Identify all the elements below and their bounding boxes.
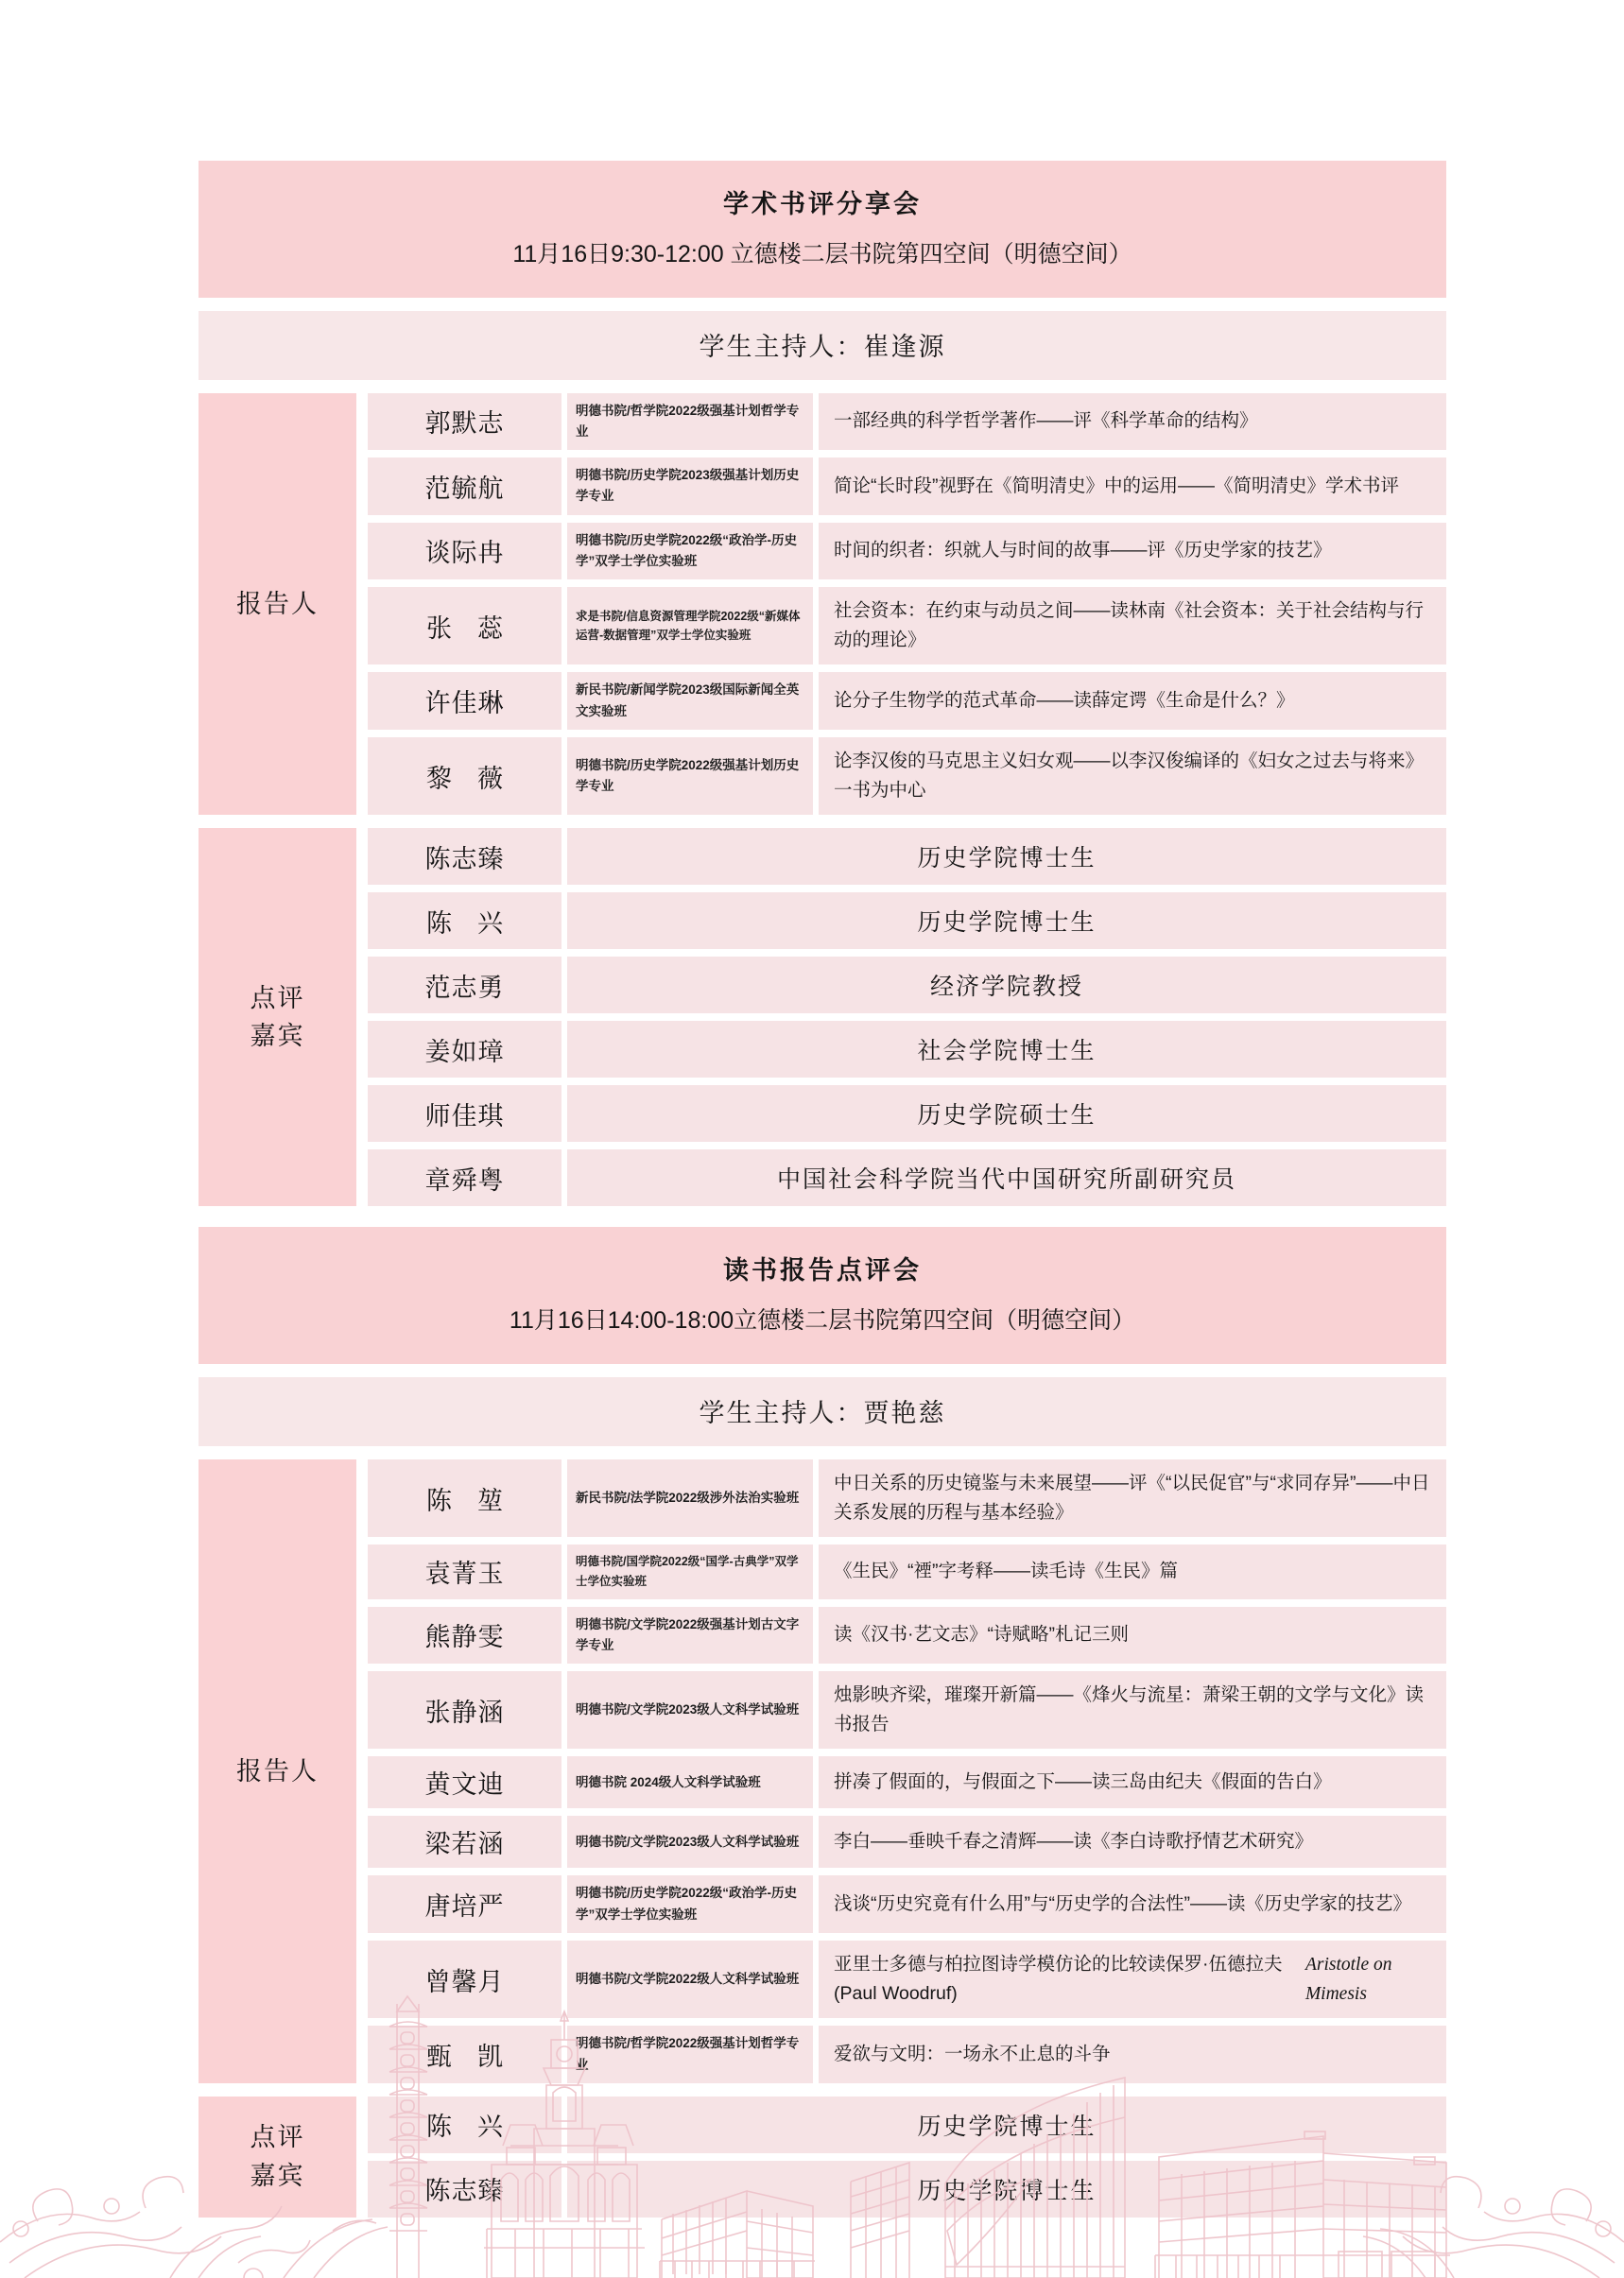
- presenter-name: 张静涵: [368, 1671, 561, 1749]
- presenter-topic-italic: Aristotle on Mimesis: [1304, 1954, 1392, 2005]
- presenter-topic: 《生民》“禋”字考释——读毛诗《生民》篇: [819, 1545, 1446, 1598]
- presenter-topic: 简论“长时段”视野在《简明清史》中的运用——《简明清史》学术书评: [819, 457, 1446, 515]
- session-2-banner: [199, 1227, 1446, 1364]
- session-2-commentator-label: [199, 2097, 356, 2218]
- commentator-role: 历史学院博士生: [567, 828, 1446, 885]
- presenter-topic: 拼凑了假面的，与假面之下——读三岛由纪夫《假面的告白》: [819, 1756, 1446, 1808]
- presenter-affiliation: 明德书院/文学院2022级人文科学试验班: [567, 1941, 813, 2018]
- table-row: [356, 1875, 1446, 1933]
- table-row: [356, 1085, 1446, 1142]
- session-1-presenter-label: 报告人: [199, 393, 356, 816]
- presenter-name: 陈 堃: [368, 1459, 561, 1537]
- schedule-page: [199, 161, 1446, 2218]
- presenter-name: 唐培严: [368, 1875, 561, 1933]
- presenter-topic: 一部经典的科学哲学著作——评《科学革命的结构》: [819, 393, 1446, 451]
- presenter-affiliation: 明德书院/哲学院2022级强基计划哲学专业: [567, 2026, 813, 2083]
- table-row: [356, 1816, 1446, 1868]
- commentator-name: 姜如璋: [368, 1021, 561, 1078]
- session-2-title: 读书报告点评会: [723, 1256, 922, 1286]
- presenter-name: 许佳琳: [368, 672, 561, 730]
- commentator-label-line2: 嘉宾: [250, 1022, 305, 1051]
- session-2-subtitle: 11月16日14:00-18:00立德楼二层书院第四空间（明德空间）: [509, 1306, 1136, 1334]
- presenter-name: 曾馨月: [368, 1941, 561, 2018]
- presenter-topic: 李白——垂映千春之清辉——读《李白诗歌抒情艺术研究》: [819, 1816, 1446, 1868]
- commentator-name: 章舜粤: [368, 1149, 561, 1206]
- commentator-name: 师佳琪: [368, 1085, 561, 1142]
- table-row: [356, 1545, 1446, 1598]
- presenter-name: 谈际冉: [368, 523, 561, 580]
- presenter-affiliation: 明德书院/历史学院2023级强基计划历史学专业: [567, 457, 813, 515]
- presenter-affiliation: 明德书院/文学院2022级强基计划古文字学专业: [567, 1607, 813, 1665]
- table-row: [356, 737, 1446, 815]
- table-row: [356, 523, 1446, 580]
- presenter-affiliation: 明德书院 2024级人文科学试验班: [567, 1756, 813, 1808]
- table-row: [356, 892, 1446, 949]
- section-gap: [199, 1206, 1446, 1227]
- session-2-presenter-label: 报告人: [199, 1459, 356, 2083]
- commentator-label-line1: 点评: [250, 983, 305, 1012]
- table-row: [356, 1756, 1446, 1808]
- commentator-label-line2: 嘉宾: [250, 2161, 305, 2190]
- commentator-name: 陈 兴: [368, 2097, 561, 2153]
- presenter-topic: 论李汉俊的马克思主义妇女观——以李汉俊编译的《妇女之过去与将来》一书为中心: [819, 737, 1446, 815]
- session-1-commentators-block: [199, 828, 1446, 1206]
- commentator-name: 陈志臻: [368, 2161, 561, 2218]
- session-2-commentators-block: [199, 2097, 1446, 2218]
- presenter-affiliation: 明德书院/历史学院2022级“政治学-历史学”双学士学位实验班: [567, 1875, 813, 1933]
- table-row: [356, 2097, 1446, 2153]
- commentator-role: 历史学院博士生: [567, 2161, 1446, 2218]
- session-1-presenters-block: [199, 393, 1446, 816]
- presenter-topic: 烛影映齐梁，璀璨开新篇——《烽火与流星：萧梁王朝的文学与文化》读书报告: [819, 1671, 1446, 1749]
- presenter-name: 张 蕊: [368, 587, 561, 664]
- table-row: [356, 457, 1446, 515]
- presenter-name: 甄 凯: [368, 2026, 561, 2083]
- presenter-topic: 爱欲与文明：一场永不止息的斗争: [819, 2026, 1446, 2083]
- presenter-topic: 社会资本：在约束与动员之间——读林南《社会资本：关于社会结构与行动的理论》: [819, 587, 1446, 664]
- session-1-host: 学生主持人：崔逢源: [199, 311, 1446, 380]
- table-row: [356, 672, 1446, 730]
- presenter-affiliation: 新民书院/新闻学院2023级国际新闻全英文实验班: [567, 672, 813, 730]
- table-row: [356, 957, 1446, 1013]
- presenter-name: 郭默志: [368, 393, 561, 451]
- session-2-host: 学生主持人：贾艳慈: [199, 1377, 1446, 1446]
- table-row: [356, 1149, 1446, 1206]
- presenter-topic: 中日关系的历史镜鉴与未来展望——评《“以民促官”与“求同存异”——中日关系发展的历程与基本经验》: [819, 1459, 1446, 1537]
- commentator-role: 历史学院博士生: [567, 892, 1446, 949]
- presenter-name: 黄文迪: [368, 1756, 561, 1808]
- presenter-topic: 浅谈“历史究竟有什么用”与“历史学的合法性”——读《历史学家的技艺》: [819, 1875, 1446, 1933]
- commentator-name: 范志勇: [368, 957, 561, 1013]
- table-row: [356, 1671, 1446, 1749]
- commentator-role: 中国社会科学院当代中国研究所副研究员: [567, 1149, 1446, 1206]
- table-row: [356, 393, 1446, 451]
- table-row: [356, 1941, 1446, 2018]
- session-1-commentator-label: [199, 828, 356, 1206]
- presenter-topic: 时间的织者：织就人与时间的故事——评《历史学家的技艺》: [819, 523, 1446, 580]
- presenter-name: 黎 薇: [368, 737, 561, 815]
- presenter-name: 袁菁玉: [368, 1545, 561, 1598]
- presenter-affiliation: 求是书院/信息资源管理学院2022级“新媒体运营-数据管理”双学士学位实验班: [567, 587, 813, 664]
- presenter-affiliation: 明德书院/文学院2023级人文科学试验班: [567, 1816, 813, 1868]
- presenter-affiliation: 明德书院/历史学院2022级强基计划历史学专业: [567, 737, 813, 815]
- commentator-role: 经济学院教授: [567, 957, 1446, 1013]
- commentator-role: 历史学院硕士生: [567, 1085, 1446, 1142]
- presenter-topic: 论分子生物学的范式革命——读薛定谔《生命是什么？》: [819, 672, 1446, 730]
- presenter-affiliation: 明德书院/历史学院2022级“政治学-历史学”双学士学位实验班: [567, 523, 813, 580]
- table-row: [356, 2161, 1446, 2218]
- table-row: [356, 2026, 1446, 2083]
- session-1-banner: [199, 161, 1446, 298]
- presenter-affiliation: 明德书院/国学院2022级“国学-古典学”双学士学位实验班: [567, 1545, 813, 1598]
- table-row: [356, 1607, 1446, 1665]
- presenter-affiliation: 新民书院/法学院2022级涉外法治实验班: [567, 1459, 813, 1537]
- session-1-subtitle: 11月16日9:30-12:00 立德楼二层书院第四空间（明德空间）: [512, 240, 1132, 267]
- session-2: [199, 1227, 1446, 2217]
- commentator-label-line1: 点评: [250, 2123, 305, 2152]
- table-row: [356, 1021, 1446, 1078]
- presenter-name: 熊静雯: [368, 1607, 561, 1665]
- presenter-topic: 读《汉书·艺文志》“诗赋略”札记三则: [819, 1607, 1446, 1665]
- session-1-title: 学术书评分享会: [723, 190, 922, 218]
- table-row: [356, 587, 1446, 664]
- presenter-affiliation: 明德书院/哲学院2022级强基计划哲学专业: [567, 393, 813, 451]
- presenter-name: 范毓航: [368, 457, 561, 515]
- session-1: [199, 161, 1446, 1206]
- session-2-presenters-block: [199, 1459, 1446, 2083]
- table-row: [356, 1459, 1446, 1537]
- presenter-name: 梁若涵: [368, 1816, 561, 1868]
- table-row: [356, 828, 1446, 885]
- commentator-role: 历史学院博士生: [567, 2097, 1446, 2153]
- commentator-name: 陈 兴: [368, 892, 561, 949]
- presenter-topic-plain: 亚里士多德与柏拉图诗学模仿论的比较读保罗·伍德拉夫(Paul Woodruf): [834, 1953, 1283, 2005]
- presenter-topic: [819, 1941, 1446, 2018]
- commentator-name: 陈志臻: [368, 828, 561, 885]
- commentator-role: 社会学院博士生: [567, 1021, 1446, 1078]
- presenter-affiliation: 明德书院/文学院2023级人文科学试验班: [567, 1671, 813, 1749]
